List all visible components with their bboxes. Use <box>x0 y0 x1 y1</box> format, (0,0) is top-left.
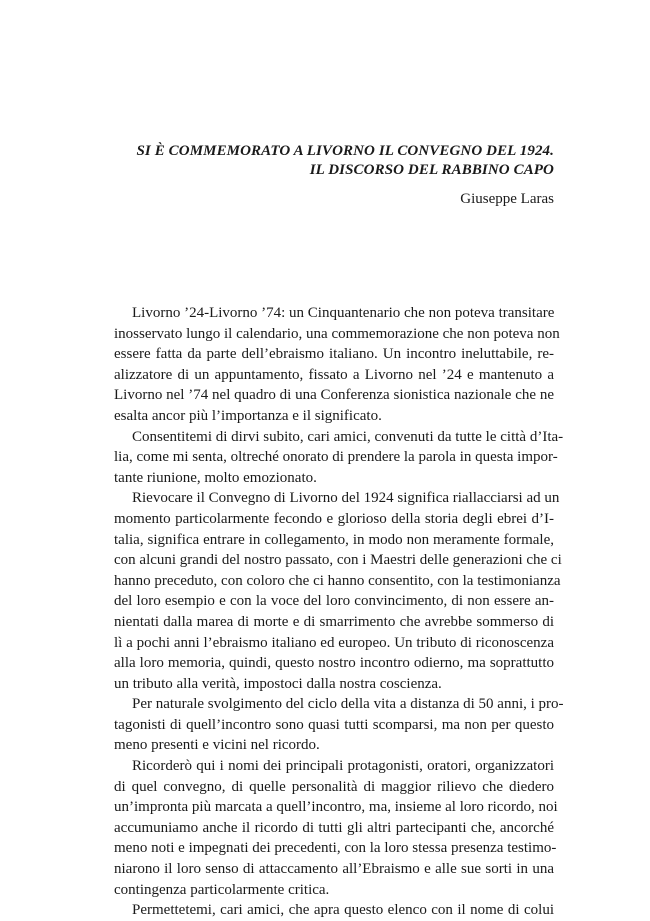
text-line: esalta ancor più l’importanza e il significato. <box>114 407 382 424</box>
text-line: lia, come mi senta, oltreché onorato di prendere la parola in questa impor- <box>114 449 558 466</box>
text-line: Livorno nel ’74 nel quadro di una Conferenza sionistica nazionale che ne <box>114 387 554 404</box>
text-line: meno noti e impegnati dei precedenti, con la loro stessa presenza testimo- <box>114 840 557 857</box>
text-line: momento particolarmente fecondo e glorioso della storia degli ebrei d’I- <box>114 510 554 527</box>
text-line: inosservato lungo il calendario, una commemorazione che non poteva non <box>114 325 560 342</box>
article-title <box>136 142 554 180</box>
text-line: essere fatta da parte dell’ebraismo italiano. Un incontro ineluttabile, re- <box>114 346 554 363</box>
text-line: Ricorderò qui i nomi dei principali protagonisti, oratori, organizzatori <box>132 758 554 775</box>
text-line: Permettetemi, cari amici, che apra questo elenco con il nome di colui <box>132 902 554 919</box>
paragraph <box>114 303 560 427</box>
paragraph <box>114 694 564 756</box>
text-line: nientati dalla marea di morte e di smarrimento che avrebbe sommerso di <box>114 613 554 630</box>
text-line: un’impronta più marcata a quell’incontro, ma, insieme al loro ricordo, noi <box>114 799 558 816</box>
paragraph <box>114 488 562 694</box>
text-line: alla loro memoria, quindi, questo nostro incontro odierno, ma soprattutto <box>114 655 554 672</box>
text-line: di quel convegno, di quelle personalità di maggior rilievo che diedero <box>114 778 554 795</box>
text-line: meno presenti e vicini nel ricordo. <box>114 737 320 754</box>
article-title-line-1: SI È COMMEMORATO A LIVORNO IL CONVEGNO DEL 1924. <box>136 143 554 159</box>
text-line: lì a pochi anni l’ebraismo italiano ed europeo. Un tributo di riconoscenza <box>114 634 554 651</box>
text-line: tagonisti di quell’incontro sono quasi tutti scomparsi, ma non per questo <box>114 716 554 733</box>
text-line: tante riunione, molto emozionato. <box>114 469 317 486</box>
text-line: alizzatore di un appuntamento, fissato a Livorno nel ’24 e mantenuto a <box>114 366 554 383</box>
text-line: niarono il loro senso di attaccamento all’Ebraismo e alle sue sorti in una <box>114 861 554 878</box>
article-body <box>114 303 564 921</box>
text-line: del loro esempio e con la voce del loro convincimento, di non essere an- <box>114 593 554 610</box>
article-title-line-2: IL DISCORSO DEL RABBINO CAPO <box>309 162 554 178</box>
text-line: contingenza particolarmente critica. <box>114 881 330 898</box>
text-line: accumuniamo anche il ricordo di tutti gli altri partecipanti che, ancorché <box>114 819 554 836</box>
author-name: Giuseppe Laras <box>460 191 554 207</box>
text-line: un tributo alla verità, impostoci dalla nostra coscienza. <box>114 675 442 692</box>
text-line: Livorno ’24-Livorno ’74: un Cinquantenario che non poteva transitare <box>132 305 555 321</box>
text-line: hanno preceduto, con coloro che ci hanno consentito, con la testimonianza <box>114 572 561 589</box>
text-line: Per naturale svolgimento del ciclo della vita a distanza di 50 anni, i pro- <box>132 696 564 713</box>
text-line: Rievocare il Convegno di Livorno del 1924 significa riallacciarsi ad un <box>132 490 560 507</box>
paragraph <box>114 756 558 900</box>
text-line: talia, significa entrare in collegamento, in modo non meramente formale, <box>114 531 554 548</box>
paragraph <box>114 427 564 489</box>
text-line: con alcuni grandi del nostro passato, con i Maestri delle generazioni che ci <box>114 552 562 569</box>
text-line: Consentitemi di dirvi subito, cari amici, convenuti da tutte le città d’Ita- <box>132 428 564 445</box>
